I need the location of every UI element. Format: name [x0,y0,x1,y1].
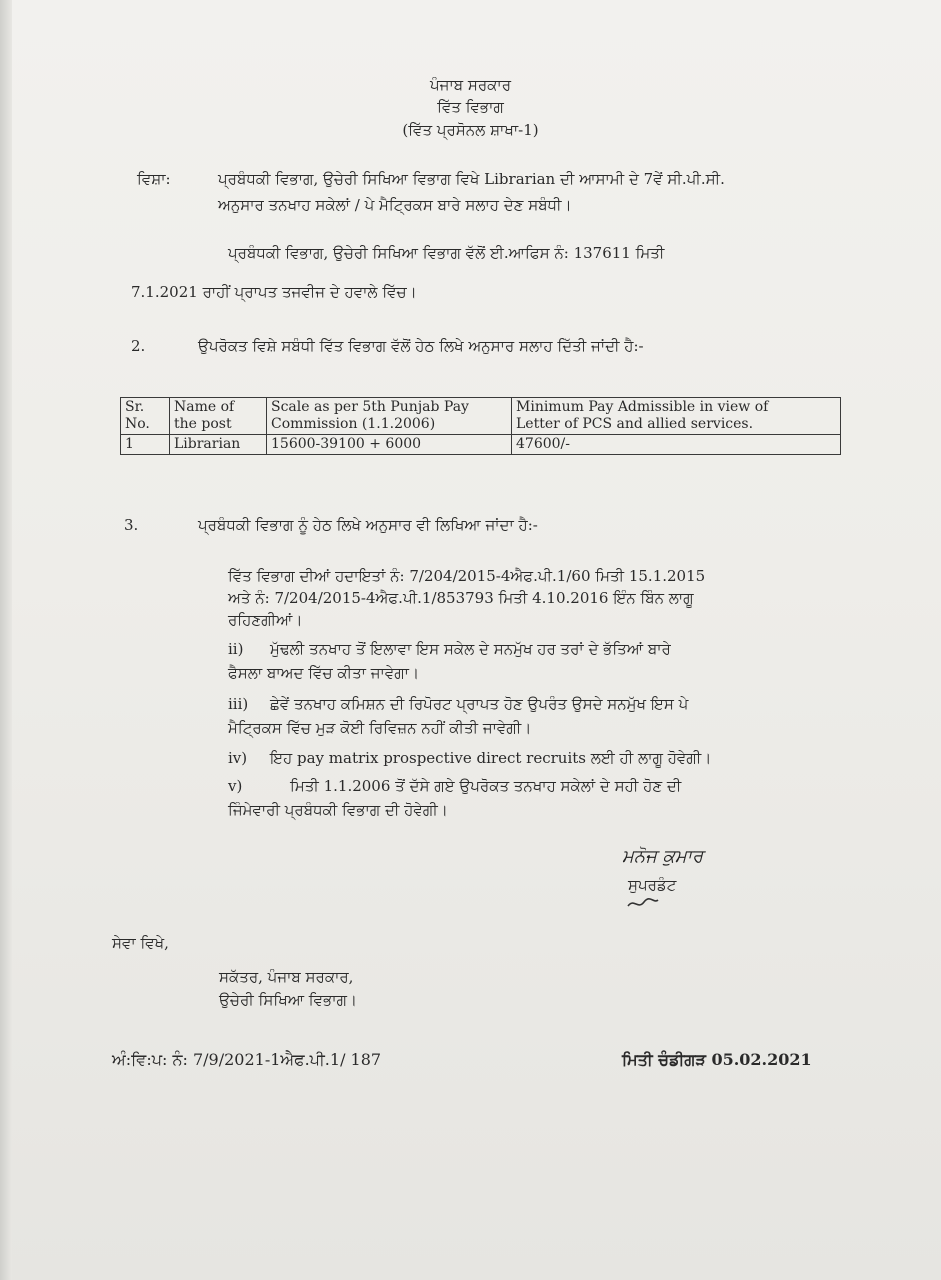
header-minimum-pay: Minimum Pay Admissible in view of Letter of PCS and allied services. [512,398,841,435]
issue-date: ਮਿਤੀ ਚੰਡੀਗੜ 05.02.2021 [622,1050,812,1069]
para3-iii-line-1: ਛੇਵੇਂ ਤਨਖਾਹ ਕਮਿਸ਼ਨ ਦੀ ਰਿਪੋਰਟ ਪ੍ਰਾਪਤ ਹੋਣ ਉਪਰੰਤ ਉਸਦੇ ਸਨਮੁੱਖ ਇਸ ਪੇ [270,695,689,713]
para3-iv-number: iv) [228,749,248,767]
table-header-row [121,398,841,435]
signature-designation: ਸੁਪਰਡੰਟ [628,876,677,894]
para3-text: ਪ੍ਰਬੰਧਕੀ ਵਿਭਾਗ ਨੂੰ ਹੇਠ ਲਿਖੇ ਅਨੁਸਾਰ ਵੀ ਲਿਖਿਆ ਜਾਂਦਾ ਹੈ:- [198,516,538,534]
table-row [121,435,841,455]
signature-handwritten: ਮਨੋਜ ਕੁਮਾਰ [622,846,703,867]
addressee-salutation: ਸੇਵਾ ਵਿਖੇ, [112,934,169,952]
para3-iv-text: ਇਹ pay matrix prospective direct recruits ਲਈ ਹੀ ਲਾਗੂ ਹੋਵੇਗੀ। [270,749,712,767]
addressee-line-1: ਸਕੱਤਰ, ਪੰਜਾਬ ਸਰਕਾਰ, [219,968,354,986]
para2-text: ਉਪਰੋਕਤ ਵਿਸ਼ੇ ਸਬੰਧੀ ਵਿੱਤ ਵਿਭਾਗ ਵੱਲੋਂ ਹੇਠ ਲਿਖੇ ਅਨੁਸਾਰ ਸਲਾਹ ਦਿੱਤੀ ਜਾਂਦੀ ਹੈ:- [198,337,644,355]
header-post-name: Name of the post [170,398,267,435]
subject-line-1: ਪ੍ਰਬੰਧਕੀ ਵਿਭਾਗ, ਉਚੇਰੀ ਸਿਖਿਆ ਵਿਭਾਗ ਵਿਖੇ Librarian ਦੀ ਆਸਾਮੀ ਦੇ 7ਵੇਂ ਸੀ.ਪੀ.ਸੀ. [218,170,725,188]
cell-post-name: Librarian [170,435,267,455]
cell-sr-no: 1 [121,435,170,455]
header-sr-no: Sr. No. [121,398,170,435]
para3-i-line-3: ਰਹਿਣਗੀਆਂ। [228,611,303,629]
para3-ii-line-1: ਮੁੱਢਲੀ ਤਨਖਾਹ ਤੋਂ ਇਲਾਵਾ ਇਸ ਸਕੇਲ ਦੇ ਸਨਮੁੱਖ ਹਰ ਤਰਾਂ ਦੇ ਭੱਤਿਆਂ ਬਾਰੇ [270,640,671,658]
para1-line-1: ਪ੍ਰਬੰਧਕੀ ਵਿਭਾਗ, ਉਚੇਰੀ ਸਿਖਿਆ ਵਿਭਾਗ ਵੱਲੋਂ ਈ.ਆਫਿਸ ਨੰ: 137611 ਮਿਤੀ [228,244,665,262]
cell-scale: 15600-39100 + 6000 [267,435,512,455]
para3-i-line-1: ਵਿੱਤ ਵਿਭਾਗ ਦੀਆਂ ਹਦਾਇਤਾਂ ਨੰ: 7/204/2015-4ਐਫ.ਪੀ.1/60 ਮਿਤੀ 15.1.2015 [228,567,706,585]
pay-scale-table [120,397,841,455]
header-scale: Scale as per 5th Punjab Pay Commission (1.1.2006) [267,398,512,435]
page-edge [0,0,12,1280]
para3-v-number: v) [228,777,243,795]
para3-i-line-2: ਅਤੇ ਨੰ: 7/204/2015-4ਐਫ.ਪੀ.1/853793 ਮਿਤੀ 4.10.2016 ਇੰਨ ਬਿੰਨ ਲਾਗੂ [228,589,694,607]
cell-minimum-pay: 47600/- [512,435,841,455]
para3-v-line-1: ਮਿਤੀ 1.1.2006 ਤੋਂ ਦੱਸੇ ਗਏ ਉਪਰੋਕਤ ਤਨਖਾਹ ਸਕੇਲਾਂ ਦੇ ਸਹੀ ਹੋਣ ਦੀ [290,777,682,795]
para3-iii-number: iii) [228,695,249,713]
para3-iii-line-2: ਮੈਟ੍ਰਿਕਸ ਵਿੱਚ ਮੁੜ ਕੋਈ ਰਿਵਿਜ਼ਨ ਨਹੀਂ ਕੀਤੀ ਜਾਵੇਗੀ। [228,719,532,737]
para2-number: 2. [131,337,146,355]
header-line-3: (ਵਿੱਤ ਪ੍ਰਸੋਨਲ ਸ਼ਾਖਾ-1) [402,121,539,139]
reference-number: ਅੰ:ਵਿ:ਪ: ਨੰ: 7/9/2021-1ਐਫ.ਪੀ.1/ 187 [112,1050,382,1069]
para3-number: 3. [124,516,139,534]
para3-v-line-2: ਜਿੰਮੇਵਾਰੀ ਪ੍ਰਬੰਧਕੀ ਵਿਭਾਗ ਦੀ ਹੋਵੇਗੀ। [228,801,448,819]
initials-mark [626,896,660,912]
para3-ii-line-2: ਫੈਸਲਾ ਬਾਅਦ ਵਿੱਚ ਕੀਤਾ ਜਾਵੇਗਾ। [228,664,420,682]
addressee-line-2: ਉਚੇਰੀ ਸਿਖਿਆ ਵਿਭਾਗ। [219,991,358,1009]
para3-ii-number: ii) [228,640,244,658]
subject-line-2: ਅਨੁਸਾਰ ਤਨਖਾਹ ਸਕੇਲਾਂ / ਪੇ ਮੈਟ੍ਰਿਕਸ ਬਾਰੇ ਸਲਾਹ ਦੇਣ ਸਬੰਧੀ। [218,196,572,214]
para1-line-2: 7.1.2021 ਰਾਹੀਂ ਪ੍ਰਾਪਤ ਤਜਵੀਜ ਦੇ ਹਵਾਲੇ ਵਿੱਚ। [131,283,417,301]
header-line-1: ਪੰਜਾਬ ਸਰਕਾਰ [430,76,511,94]
header-line-2: ਵਿੱਤ ਵਿਭਾਗ [437,98,504,116]
subject-label: ਵਿਸ਼ਾ: [137,170,171,188]
